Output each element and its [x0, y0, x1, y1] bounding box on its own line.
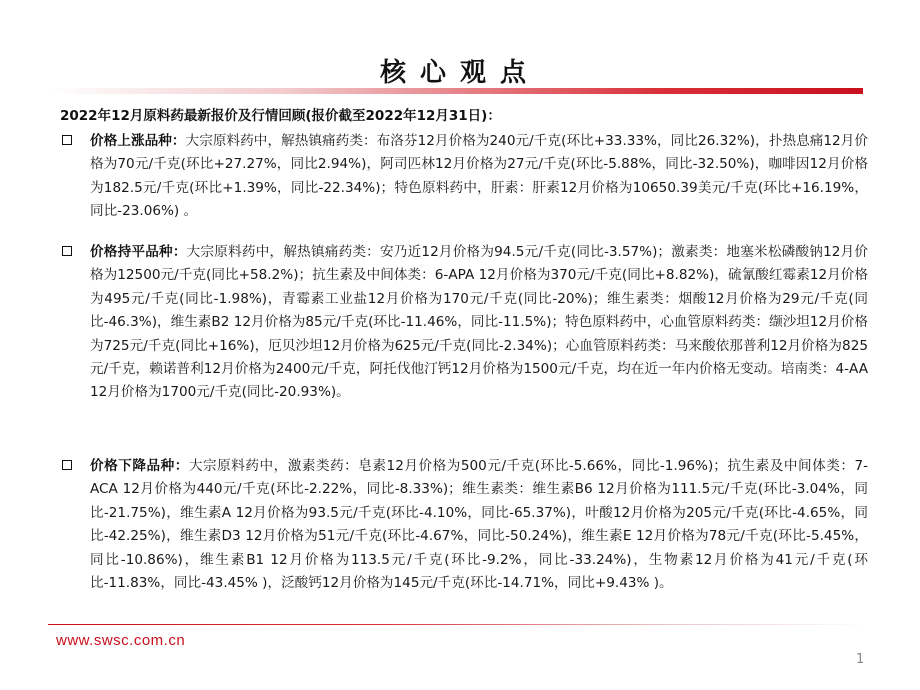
section-price-up — [62, 130, 868, 224]
footer-divider — [48, 624, 868, 625]
square-bullet-icon — [62, 246, 72, 256]
section-price-down — [62, 455, 868, 595]
page-title: 核心观点 — [379, 58, 540, 88]
section-text: 大宗原料药中，解热镇痛药类：安乃近12月价格为94.5元/千克(同比-3.57%)；激素类：地塞米松磷酸钠12月价格为12500元/千克(同比+58.2%)；抗生素及中间体类：6-APA 12月价格为370元/千克(同比+8.82%)，硫氰酸红霉素12月价格为495元/千克(同比-1.98%)，青霉素工业盐12月价格为170元/千克(同比-20%)；维生素类：烟酸12月价格为29元/千克(同比-46.3%)，维生素B2 12月价格为85元/千克(环比-11.46%，同比-11.5%)；特色原料药中，心血管原料药类：缬沙坦12月价格为725元/千克(同比+16%)，厄贝沙坦12月价格为625元/千克(同比-2.34%)；心血管原料药类：马来酸依那普利12月价格为825元/千克，赖诺普利12月价格为2400元/千克，阿托伐他汀钙12月价格为1500元/千克，均在近一年内价格无变动。培南类：4-AA 12月价格为1700元/千克(同比-20.93%)。 — [90, 244, 869, 401]
section-label: 价格下降品种： — [90, 458, 189, 474]
square-bullet-icon — [62, 135, 72, 145]
page-number: 1 — [856, 652, 865, 667]
section-price-flat — [62, 241, 868, 405]
square-bullet-icon — [62, 460, 72, 470]
section-paragraph — [90, 241, 868, 405]
section-label: 价格持平品种： — [90, 244, 187, 260]
report-heading: 2022年12月原料药最新报价及行情回顾(报价截至2022年12月31日)： — [60, 108, 501, 124]
title-divider — [48, 88, 863, 94]
section-text: 大宗原料药中，激素类药：皂素12月价格为500元/千克(环比-5.66%，同比-1.96%)；抗生素及中间体类：7-ACA 12月价格为440元/千克(环比-2.22%，同比-8.33%)；维生素类：维生素B6 12月价格为111.5元/千克(环比-3.04%，同比-21.75%)，维生素A 12月价格为93.5元/千克(环比-4.10%，同比-65.37%)，叶酸12月价格为205元/千克(环比-4.65%，同比-42.25%)，维生素D3 12月价格为51元/千克(环比-4.67%，同比-50.24%)，维生素E 12月价格为78元/千克(环比-5.45%，同比-10.86%)，维生素B1 12月价格为113.5元/千克(环比-9.2%，同比-33.24%)，生物素12月价格为41元/千克(环比-11.83%，同比-43.45% )，泛酸钙12月价格为145元/千克(环比-14.71%，同比+9.43% )。 — [90, 458, 869, 592]
footer-url[interactable]: www.swsc.com.cn — [56, 632, 186, 649]
section-paragraph — [90, 455, 868, 595]
section-label: 价格上涨品种： — [90, 133, 186, 149]
section-paragraph — [90, 130, 868, 224]
section-text: 大宗原料药中，解热镇痛药类：布洛芬12月价格为240元/千克(环比+33.33%，同比26.32%)，扑热息痛12月价格为70元/千克(环比+27.27%，同比2.94%)，阿司匹林12月价格为27元/千克(环比-5.88%，同比-32.50%)，咖啡因12月价格为182.5元/千克(环比+1.39%，同比-22.34%)；特色原料药中，肝素：肝素12月价格为10650.39美元/千克(环比+16.19%，同比-23.06%) 。 — [90, 133, 869, 220]
